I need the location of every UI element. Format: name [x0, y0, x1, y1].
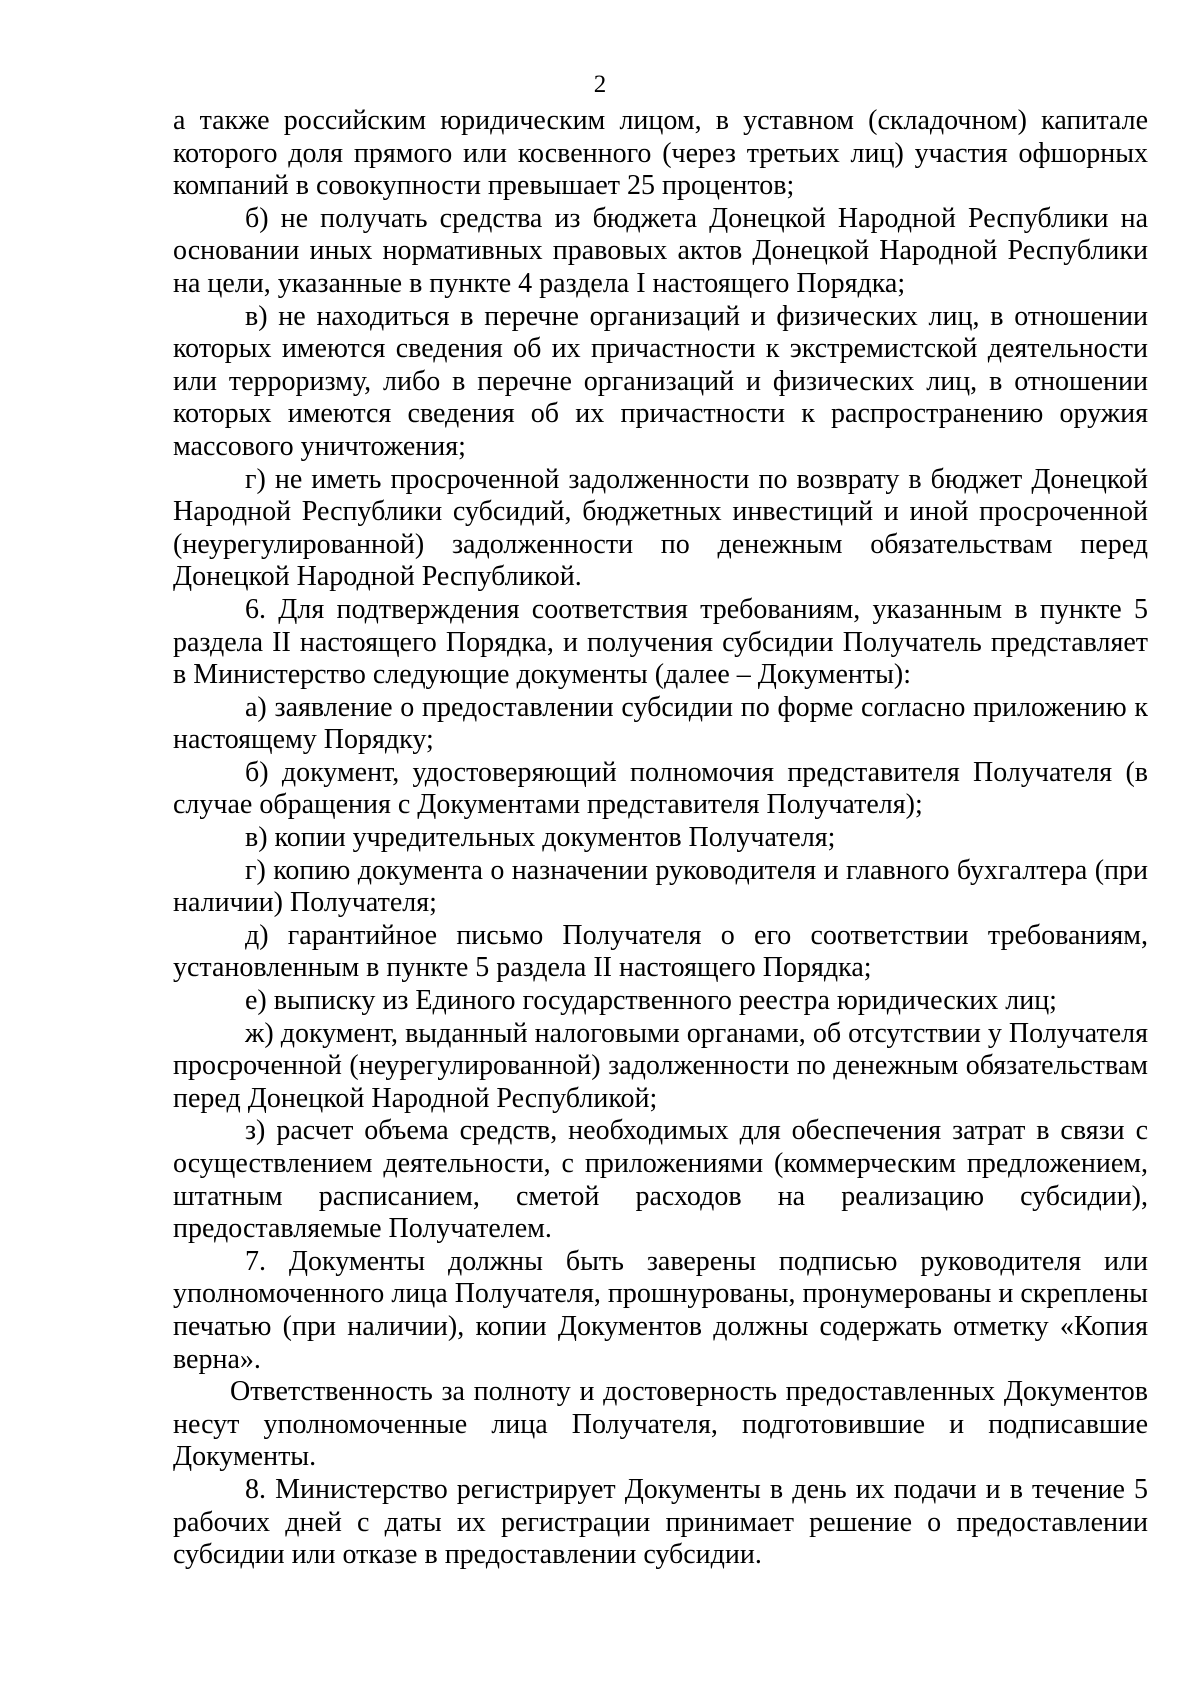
- paragraph: 7. Документы должны быть заверены подписью руководителя или уполномоченного лица Получателя, прошнурованы, пронумерованы и скреплены печатью (при наличии), копии Документов должны содержать отметку «Копия верна».: [173, 1245, 1148, 1375]
- paragraph: з) расчет объема средств, необходимых для обеспечения затрат в связи с осуществлением деятельности, с приложениями (коммерческим предложением, штатным расписанием, сметой расходов на реализацию субсидии), предоставляемые Получателем.: [173, 1115, 1148, 1245]
- document-body: [173, 105, 1148, 1572]
- paragraph: а также российским юридическим лицом, в уставном (складочном) капитале которого доля прямого или косвенного (через третьих лиц) участия офшорных компаний в совокупности превышает 25 процентов;: [173, 105, 1148, 202]
- paragraph: д) гарантийное письмо Получателя о его соответствии требованиям, установленным в пункте 5 раздела II настоящего Порядка;: [173, 919, 1148, 984]
- paragraph: 8. Министерство регистрирует Документы в день их подачи и в течение 5 рабочих дней с даты их регистрации принимает решение о предоставлении субсидии или отказе в предоставлении субсидии.: [173, 1473, 1148, 1571]
- paragraph: г) копию документа о назначении руководителя и главного бухгалтера (при наличии) Получателя;: [173, 854, 1148, 919]
- paragraph: г) не иметь просроченной задолженности по возврату в бюджет Донецкой Народной Республики субсидий, бюджетных инвестиций и иной просроченной (неурегулированной) задолженности по денежным обязательствам перед Донецкой Народной Республикой.: [173, 463, 1148, 593]
- paragraph: ж) документ, выданный налоговыми органами, об отсутствии у Получателя просроченной (неурегулированной) задолженности по денежным обязательствам перед Донецкой Народной Республикой;: [173, 1017, 1148, 1114]
- paragraph: а) заявление о предоставлении субсидии по форме согласно приложению к настоящему Порядку;: [173, 691, 1148, 756]
- paragraph: в) не находиться в перечне организаций и физических лиц, в отношении которых имеются сведения об их причастности к экстремистской деятельности или терроризму, либо в перечне организаций и физических лиц, в отношении которых имеются сведения об их причастности к распространению оружия массового уничтожения;: [173, 300, 1148, 462]
- paragraph: б) не получать средства из бюджета Донецкой Народной Республики на основании иных нормативных правовых актов Донецкой Народной Республики на цели, указанные в пункте 4 раздела I настоящего Порядка;: [173, 202, 1148, 299]
- page-number: 2: [593, 71, 607, 98]
- paragraph: Ответственность за полноту и достоверность предоставленных Документов несут уполномоченные лица Получателя, подготовившие и подписавшие Документы.: [173, 1376, 1148, 1473]
- paragraph: в) копии учредительных документов Получателя;: [245, 822, 836, 854]
- paragraph: 6. Для подтверждения соответствия требованиям, указанным в пункте 5 раздела II настоящего Порядка, и получения субсидии Получатель представляет в Министерство следующие документы (далее – Документы):: [173, 593, 1148, 691]
- paragraph: е) выписку из Единого государственного реестра юридических лиц;: [245, 985, 1057, 1017]
- paragraph: б) документ, удостоверяющий полномочия представителя Получателя (в случае обращения с Документами представителя Получателя);: [173, 756, 1148, 821]
